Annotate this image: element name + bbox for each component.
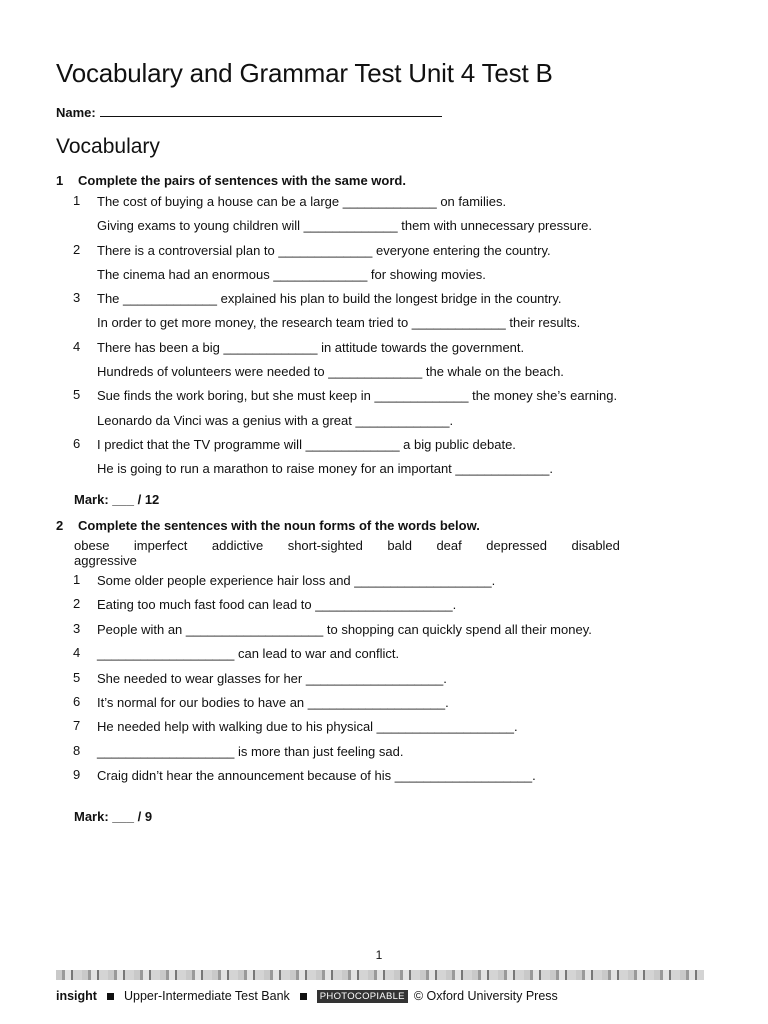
list-item: [56, 290, 716, 339]
item-number: 4: [73, 645, 81, 661]
name-blank-line: [100, 104, 442, 117]
list-item: [56, 645, 716, 669]
list-item: [56, 572, 716, 596]
square-bullet-icon: [107, 993, 114, 1000]
list-item: [56, 621, 716, 645]
sentence: There has been a big _____________ in attitude towards the government.: [97, 339, 525, 355]
word-bank-item: short-sighted: [287, 538, 363, 553]
sentence: I predict that the TV programme will _____________ a big public debate.: [97, 436, 516, 452]
word-bank-item: disabled: [571, 538, 620, 553]
footer-decorative-strip: [56, 970, 704, 980]
list-item: [56, 670, 716, 694]
sentence: He is going to run a marathon to raise money for an important _____________.: [97, 461, 554, 477]
list-item: [56, 694, 716, 718]
sentence: It’s normal for our bodies to have an ___________________.: [97, 694, 449, 710]
item-number: 3: [73, 290, 81, 306]
item-number: 2: [73, 596, 81, 612]
sentence: Craig didn’t hear the announcement because of his ___________________.: [97, 768, 536, 784]
task-number: 2: [56, 518, 64, 533]
name-label: Name:: [56, 105, 96, 120]
item-number: 8: [73, 742, 81, 758]
sentence: The cinema had an enormous _____________ for showing movies.: [97, 266, 486, 282]
item-number: 6: [73, 435, 81, 451]
sentence: Hundreds of volunteers were needed to _____________ the whale on the beach.: [97, 364, 564, 380]
item-number: 9: [73, 767, 81, 783]
task-instruction: Complete the sentences with the noun forms of the words below.: [78, 518, 480, 533]
item-number: 1: [73, 193, 81, 208]
page-title: Vocabulary and Grammar Test Unit 4 Test B: [56, 58, 553, 88]
task-1-heading: [56, 173, 716, 193]
sentence: Some older people experience hair loss and ___________________.: [97, 573, 496, 588]
item-number: 7: [73, 718, 81, 734]
footer-publisher: © Oxford University Press: [413, 989, 558, 1003]
task-2-heading: [56, 518, 716, 538]
list-item: [56, 193, 716, 242]
word-bank-item: obese: [74, 538, 110, 553]
square-bullet-icon: [300, 993, 307, 1000]
word-bank-item: bald: [387, 538, 412, 553]
word-bank: [56, 538, 620, 553]
footer-test-bank: Upper-Intermediate Test Bank: [123, 989, 290, 1003]
item-number: 5: [73, 387, 81, 403]
task-instruction: Complete the pairs of sentences with the same word.: [78, 173, 406, 188]
word-bank-item: addictive: [211, 538, 264, 553]
task-2: [56, 518, 716, 792]
footer-brand: insight: [56, 989, 97, 1003]
sentence: Giving exams to young children will _____________ them with unnecessary pressure.: [97, 218, 593, 234]
list-item: [56, 767, 716, 791]
sentence: ___________________ can lead to war and conflict.: [97, 646, 400, 662]
task-1-mark: Mark: ___ / 12: [74, 492, 160, 507]
task-2-mark: Mark: ___ / 9: [74, 809, 153, 824]
sentence: Sue finds the work boring, but she must keep in _____________ the money she’s earning.: [97, 388, 618, 404]
sentence: The cost of buying a house can be a large _____________ on families.: [97, 194, 507, 209]
photocopiable-badge: PHOTOCOPIABLE: [317, 990, 408, 1003]
sentence: The _____________ explained his plan to build the longest bridge in the country.: [97, 291, 562, 307]
task-1: [56, 173, 716, 485]
list-item: [56, 596, 716, 620]
item-number: 6: [73, 693, 81, 709]
name-field-row: [56, 104, 442, 120]
list-item: [56, 718, 716, 742]
list-item: [56, 436, 716, 485]
item-number: 2: [73, 241, 81, 257]
task-number: 1: [56, 173, 64, 188]
sentence: Eating too much fast food can lead to ___________________.: [97, 597, 457, 613]
item-number: 3: [73, 620, 81, 636]
list-item: [56, 339, 716, 388]
list-item: [56, 387, 716, 436]
sentence: She needed to wear glasses for her ___________________.: [97, 670, 447, 686]
word-bank-item: depressed: [486, 538, 547, 553]
list-item: [56, 743, 716, 767]
sentence: In order to get more money, the research team tried to _____________ their results.: [97, 315, 581, 331]
sentence: He needed help with walking due to his physical ___________________.: [97, 719, 518, 735]
word-bank-item: deaf: [436, 538, 462, 553]
sentence: There is a controversial plan to _____________ everyone entering the country.: [97, 242, 551, 258]
word-bank-item: aggressive: [74, 553, 137, 568]
item-number: 4: [73, 338, 81, 354]
item-number: 5: [73, 669, 81, 685]
sentence: ___________________ is more than just feeling sad.: [97, 743, 404, 759]
section-heading: Vocabulary: [56, 135, 160, 158]
sentence: People with an ___________________ to shopping can quickly spend all their money.: [97, 621, 592, 637]
footer: [56, 981, 704, 1011]
page-number: 1: [375, 948, 383, 962]
word-bank-item: imperfect: [133, 538, 188, 553]
sentence: Leonardo da Vinci was a genius with a great _____________.: [97, 412, 454, 428]
list-item: [56, 242, 716, 291]
item-number: 1: [73, 572, 81, 587]
